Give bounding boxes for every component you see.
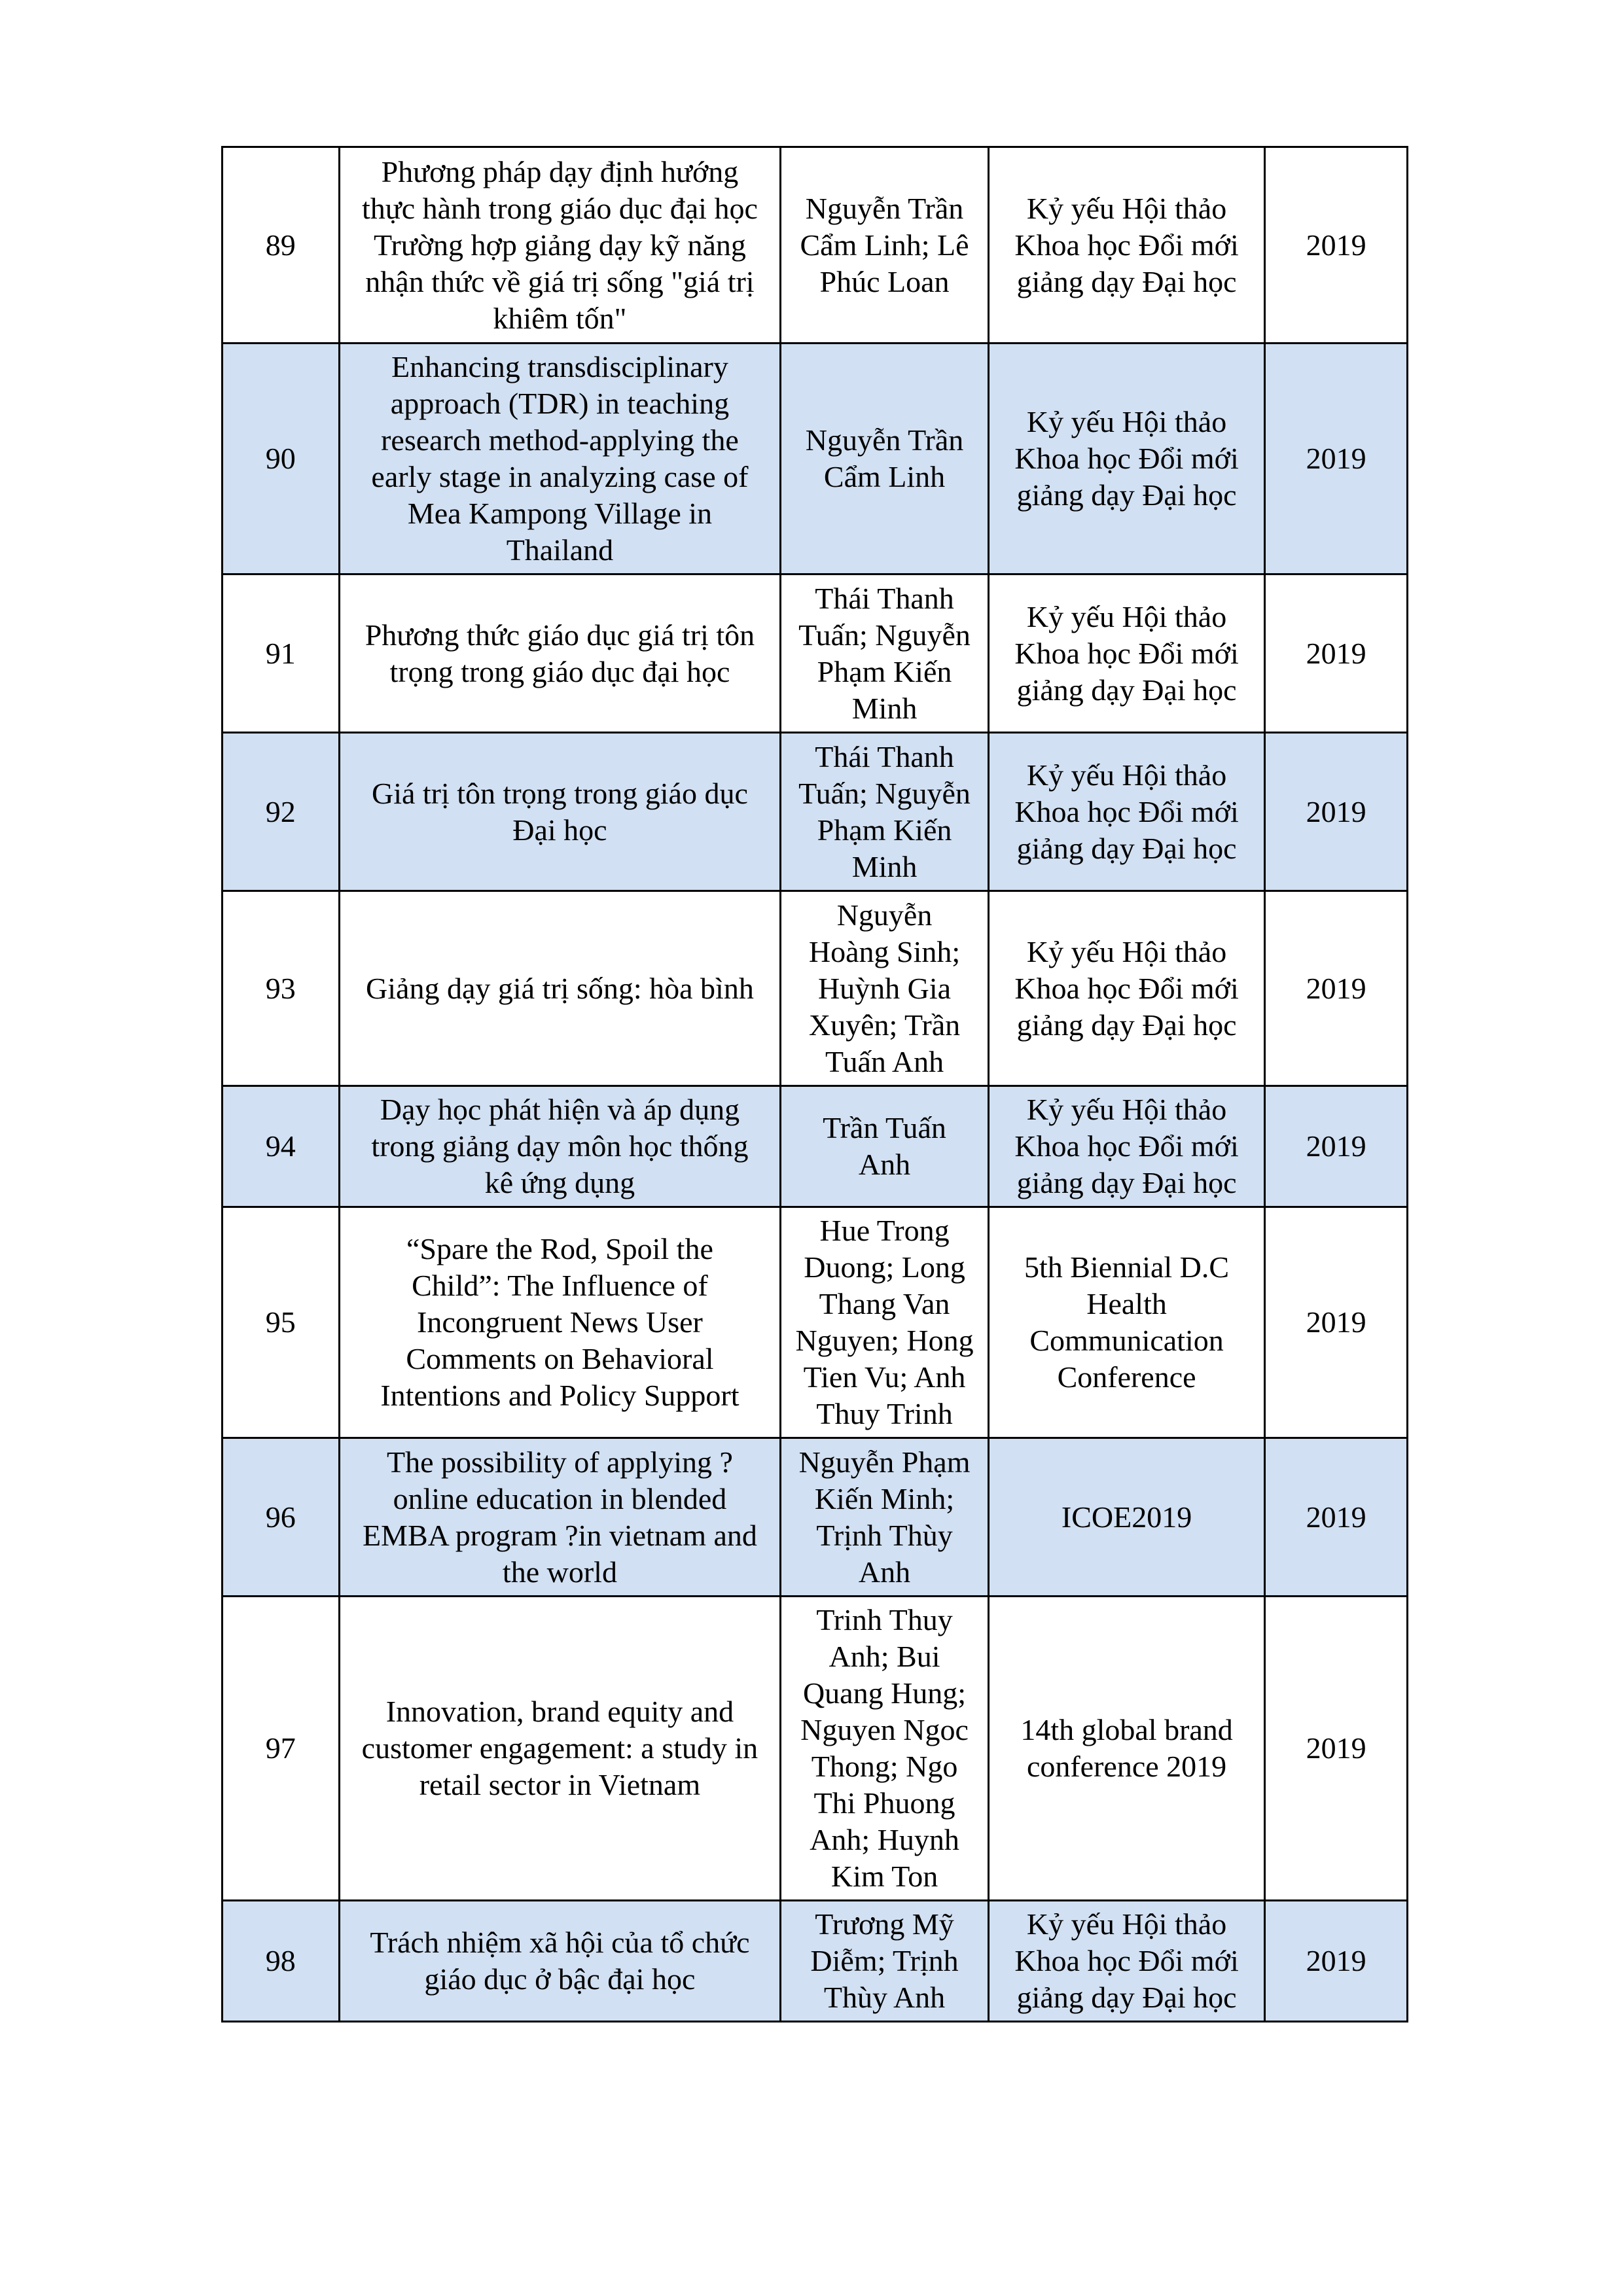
publication-title: The possibility of applying ? online education in blended EMBA program ?in vietnam and the world bbox=[339, 1438, 781, 1597]
table-row bbox=[223, 574, 1408, 733]
publication-title: Giảng dạy giá trị sống: hòa bình bbox=[339, 891, 781, 1086]
publication-venue: 14th global brand conference 2019 bbox=[988, 1597, 1265, 1901]
publication-year: 2019 bbox=[1265, 1901, 1408, 2022]
publication-year: 2019 bbox=[1265, 344, 1408, 574]
row-number: 93 bbox=[223, 891, 340, 1086]
publication-year: 2019 bbox=[1265, 1086, 1408, 1207]
table-row bbox=[223, 733, 1408, 891]
publication-venue: Kỷ yếu Hội thảo Khoa học Đổi mới giảng dạy Đại học bbox=[988, 1901, 1265, 2022]
publication-authors: Nguyễn Trần Cẩm Linh bbox=[781, 344, 988, 574]
row-number: 90 bbox=[223, 344, 340, 574]
publication-title: Innovation, brand equity and customer engagement: a study in retail sector in Vietnam bbox=[339, 1597, 781, 1901]
publication-venue: Kỷ yếu Hội thảo Khoa học Đổi mới giảng dạy Đại học bbox=[988, 574, 1265, 733]
row-number: 98 bbox=[223, 1901, 340, 2022]
publication-authors: Trinh Thuy Anh; Bui Quang Hung; Nguyen Ngoc Thong; Ngo Thi Phuong Anh; Huynh Kim Ton bbox=[781, 1597, 988, 1901]
publication-authors: Nguyễn Phạm Kiến Minh; Trịnh Thùy Anh bbox=[781, 1438, 988, 1597]
row-number: 94 bbox=[223, 1086, 340, 1207]
publication-venue: Kỷ yếu Hội thảo Khoa học Đổi mới giảng dạy Đại học bbox=[988, 733, 1265, 891]
publication-year: 2019 bbox=[1265, 1597, 1408, 1901]
publication-venue: 5th Biennial D.C Health Communication Conference bbox=[988, 1207, 1265, 1438]
row-number: 89 bbox=[223, 147, 340, 344]
table-row bbox=[223, 1597, 1408, 1901]
publication-venue: Kỷ yếu Hội thảo Khoa học Đổi mới giảng dạy Đại học bbox=[988, 891, 1265, 1086]
publication-title: Dạy học phát hiện và áp dụng trong giảng dạy môn học thống kê ứng dụng bbox=[339, 1086, 781, 1207]
publication-year: 2019 bbox=[1265, 891, 1408, 1086]
publication-authors: Hue Trong Duong; Long Thang Van Nguyen; Hong Tien Vu; Anh Thuy Trinh bbox=[781, 1207, 988, 1438]
table-row bbox=[223, 891, 1408, 1086]
publication-authors: Nguyễn Hoàng Sinh; Huỳnh Gia Xuyên; Trần Tuấn Anh bbox=[781, 891, 988, 1086]
table-row bbox=[223, 1207, 1408, 1438]
row-number: 95 bbox=[223, 1207, 340, 1438]
publication-venue: Kỷ yếu Hội thảo Khoa học Đổi mới giảng dạy Đại học bbox=[988, 147, 1265, 344]
publication-title: Phương thức giáo dục giá trị tôn trọng trong giáo dục đại học bbox=[339, 574, 781, 733]
table-row bbox=[223, 1086, 1408, 1207]
publication-authors: Trương Mỹ Diễm; Trịnh Thùy Anh bbox=[781, 1901, 988, 2022]
publication-venue: ICOE2019 bbox=[988, 1438, 1265, 1597]
publications-table bbox=[221, 146, 1408, 2022]
publication-year: 2019 bbox=[1265, 1438, 1408, 1597]
table-row bbox=[223, 1438, 1408, 1597]
publication-year: 2019 bbox=[1265, 147, 1408, 344]
table-row bbox=[223, 344, 1408, 574]
publication-authors: Thái Thanh Tuấn; Nguyễn Phạm Kiến Minh bbox=[781, 574, 988, 733]
publication-year: 2019 bbox=[1265, 1207, 1408, 1438]
publication-authors: Trần Tuấn Anh bbox=[781, 1086, 988, 1207]
publication-title: “Spare the Rod, Spoil the Child”: The Influence of Incongruent News User Comments on Behavioral Intentions and Policy Support bbox=[339, 1207, 781, 1438]
publication-authors: Nguyễn Trần Cẩm Linh; Lê Phúc Loan bbox=[781, 147, 988, 344]
table-row bbox=[223, 147, 1408, 344]
row-number: 91 bbox=[223, 574, 340, 733]
row-number: 96 bbox=[223, 1438, 340, 1597]
publication-venue: Kỷ yếu Hội thảo Khoa học Đổi mới giảng dạy Đại học bbox=[988, 344, 1265, 574]
publication-year: 2019 bbox=[1265, 574, 1408, 733]
publication-title: Giá trị tôn trọng trong giáo dục Đại học bbox=[339, 733, 781, 891]
publication-title: Enhancing transdisciplinary approach (TDR) in teaching research method-applying the early stage in analyzing case of Mea Kampong Village in Thailand bbox=[339, 344, 781, 574]
publication-authors: Thái Thanh Tuấn; Nguyễn Phạm Kiến Minh bbox=[781, 733, 988, 891]
publication-title: Phương pháp dạy định hướng thực hành trong giáo dục đại học Trường hợp giảng dạy kỹ năng nhận thức về giá trị sống "giá trị khiêm tốn" bbox=[339, 147, 781, 344]
row-number: 92 bbox=[223, 733, 340, 891]
publication-title: Trách nhiệm xã hội của tổ chức giáo dục ở bậc đại học bbox=[339, 1901, 781, 2022]
table-row bbox=[223, 1901, 1408, 2022]
row-number: 97 bbox=[223, 1597, 340, 1901]
publication-venue: Kỷ yếu Hội thảo Khoa học Đổi mới giảng dạy Đại học bbox=[988, 1086, 1265, 1207]
publication-year: 2019 bbox=[1265, 733, 1408, 891]
